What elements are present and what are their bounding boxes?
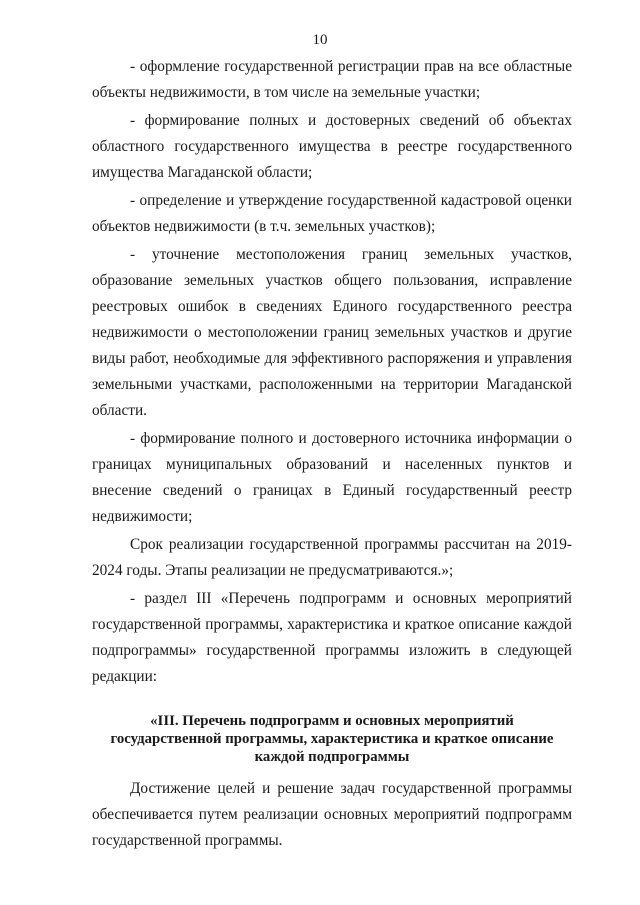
section-title — [92, 712, 572, 766]
paragraph-property-register: - формирование полных и достоверных сведений об объектах областного государственного имущества в реестре государственного имущества Магаданской области; — [92, 112, 572, 181]
paragraph-cadastral-valuation: - определение и утверждение государственной кадастровой оценки объектов недвижимости (в т.ч. земельных участков); — [92, 192, 572, 235]
document-body — [92, 54, 572, 854]
paragraph-information-source: - формирование полного и достоверного источника информации о границах муниципальных образований и населенных пунктов и внесение сведений о границах в Единый государственный реестр недвижимости; — [92, 430, 572, 525]
section-title-line: каждой подпрограммы — [254, 749, 410, 765]
section-title-line: государственной программы, характеристика и краткое описание — [110, 731, 554, 747]
paragraph-state-registration: - оформление государственной регистрации прав на все областные объекты недвижимости, в том числе на земельные участки; — [92, 58, 572, 101]
paragraph-land-boundaries: - уточнение местоположения границ земельных участков, образование земельных участков общего пользования, исправление реестровых ошибок в сведениях Единого государственного реестра недвижимости о местоположении границ земельных участков и другие виды работ, необходимые для эффективного распоряжения и управления земельными участками, расположенными на территории Магаданской области. — [92, 246, 572, 419]
paragraph-section-body: Достижение целей и решение задач государственной программы обеспечивается путем реализации основных мероприятий подпрограмм государственной программы. — [92, 780, 572, 849]
paragraph-implementation-period: Срок реализации государственной программы рассчитан на 2019-2024 годы. Этапы реализации не предусматриваются.»; — [92, 536, 572, 579]
section-title-line: «III. Перечень подпрограмм и основных мероприятий — [150, 713, 514, 729]
page-number: 10 — [312, 32, 328, 48]
paragraph-section-amendment: - раздел III «Перечень подпрограмм и основных мероприятий государственной программы, характеристика и краткое описание каждой подпрограммы» государственной программы изложить в следующей редакции: — [92, 590, 572, 685]
